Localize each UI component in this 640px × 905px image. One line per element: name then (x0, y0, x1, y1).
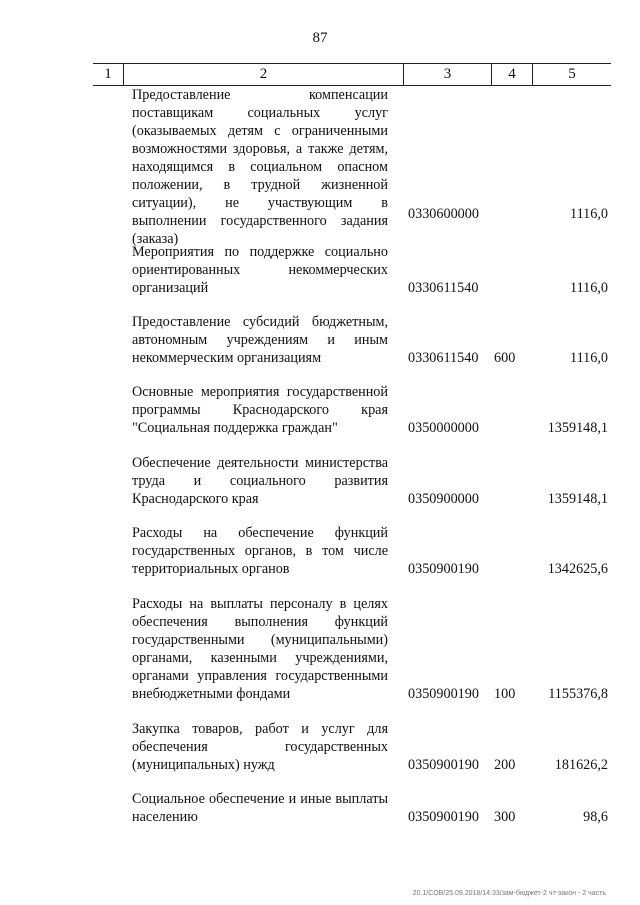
row-code: 0350900190 (408, 686, 479, 702)
row-sum: 1342625,6 (547, 561, 608, 577)
header-col-4: 4 (491, 64, 532, 85)
row-type: 300 (494, 809, 516, 825)
row-sum: 1116,0 (570, 280, 608, 296)
row-sum: 1359148,1 (547, 420, 608, 436)
row-code: 0350900000 (408, 491, 479, 507)
row-code: 0330600000 (408, 206, 479, 222)
row-sum: 98,6 (583, 809, 608, 825)
row-sum: 1155376,8 (548, 686, 608, 702)
row-code: 0350900190 (408, 561, 479, 577)
row-description: Обеспечение деятельности министерства труда и социального развития Краснодарского края (132, 455, 388, 507)
row-description: Мероприятия по поддержке социально ориентированных некоммерческих организаций (132, 244, 388, 296)
row-code: 0330611540 (408, 350, 479, 366)
header-col-3: 3 (403, 64, 491, 85)
table-header (93, 63, 611, 86)
document-footer-stamp: 20.1/СОВ/25.09.2018/14:33/зам-бюджет-2 чт-закон - 2 часть (412, 890, 606, 897)
row-description: Основные мероприятия государственной программы Краснодарского края "Социальная поддержка граждан" (132, 384, 388, 436)
row-sum: 1359148,1 (547, 491, 608, 507)
header-col-5: 5 (532, 64, 611, 85)
row-description: Расходы на выплаты персоналу в целях обеспечения выполнения функций государственными (муниципальными) органами, казенными учреждениями, органами управления государственными внебюджетными фондами (132, 596, 388, 702)
row-code: 0350900190 (408, 809, 479, 825)
header-col-2: 2 (123, 64, 403, 85)
row-code: 0330611540 (408, 280, 479, 296)
header-col-1: 1 (104, 66, 112, 82)
row-description: Социальное обеспечение и иные выплаты населению (132, 791, 388, 825)
row-description: Предоставление компенсации поставщикам социальных услуг (оказываемых детям с ограниченными возможностями здоровья, а также детям, находящимся в социальном опасном положении, в трудной жизненной ситуации), не участвующим в выполнении государственного задания (заказа) (132, 87, 388, 247)
row-type: 200 (494, 757, 516, 773)
page-number: 87 (312, 30, 328, 46)
row-code: 0350000000 (408, 420, 479, 436)
row-description: Закупка товаров, работ и услуг для обеспечения государственных (муниципальных) нужд (132, 721, 388, 773)
row-sum: 181626,2 (554, 757, 608, 773)
row-description: Предоставление субсидий бюджетным, автономным учреждениям и иным некоммерческим организациям (132, 314, 388, 366)
row-code: 0350900190 (408, 757, 479, 773)
row-sum: 1116,0 (570, 206, 608, 222)
row-type: 100 (494, 686, 516, 702)
row-description: Расходы на обеспечение функций государственных органов, в том числе территориальных органов (132, 525, 388, 577)
row-type: 600 (494, 350, 516, 366)
row-sum: 1116,0 (570, 350, 608, 366)
